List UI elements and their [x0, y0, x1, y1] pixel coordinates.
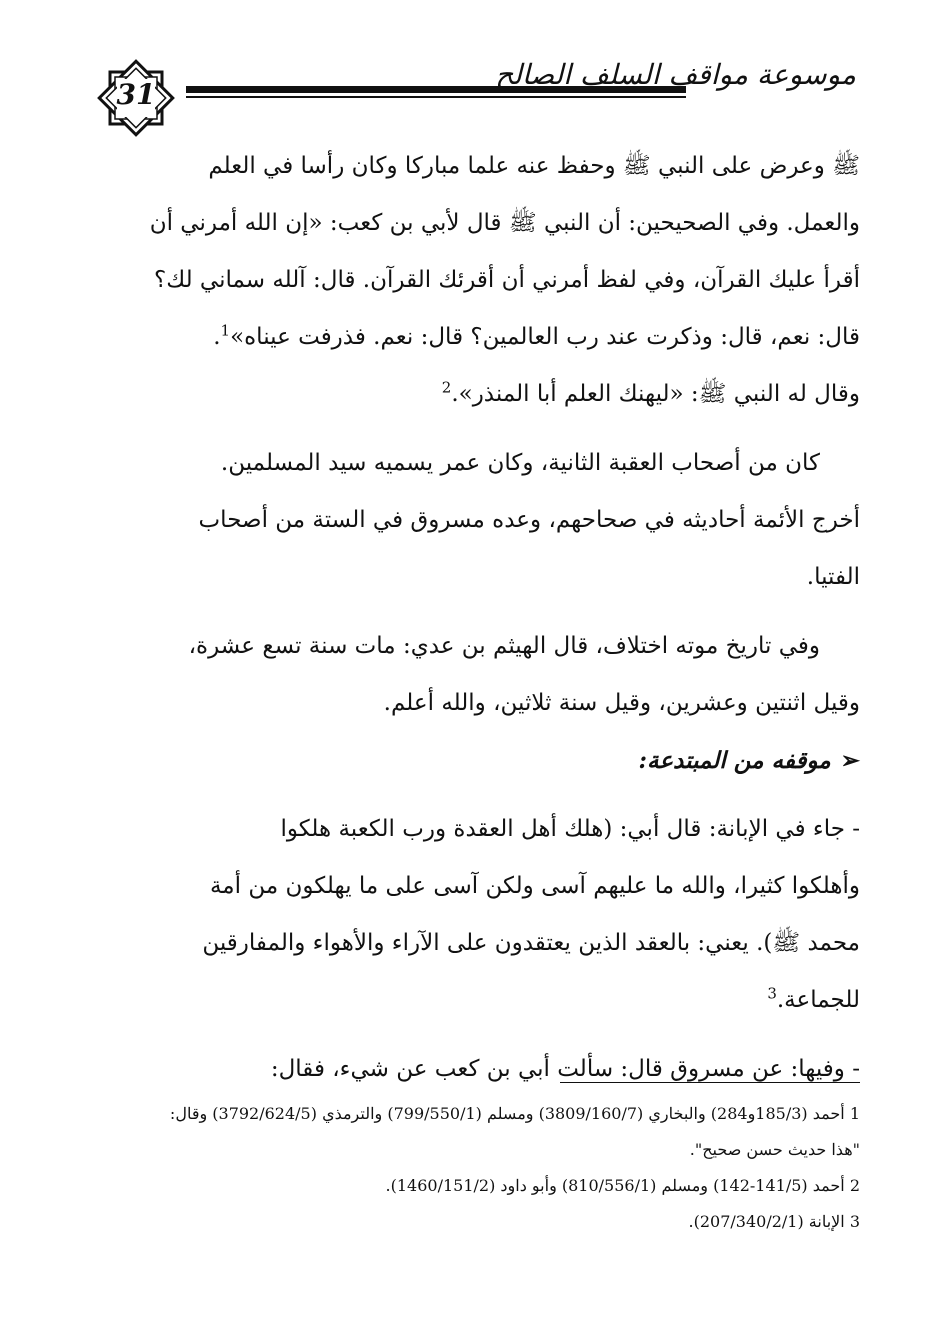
text-line: وقيل اثنتين وعشرين، وقيل سنة ثلاثين، والله أعلم. [383, 690, 860, 716]
text-line: وفي تاريخ موته اختلاف، قال الهيثم بن عدي: مات سنة تسع عشرة، [188, 633, 820, 659]
footnotes [118, 1096, 860, 1240]
page-number-badge [96, 58, 176, 138]
text-line: - جاء في الإبانة: قال أبي: (هلك أهل العقدة ورب الكعبة هلكوا [280, 816, 860, 842]
footnote-line: 3 الإبانة (207/340/2/1). [688, 1212, 860, 1231]
text-line: قال: نعم، قال: وذكرت عند رب العالمين؟ قال: نعم. فذرفت عيناه»$^1$. [213, 321, 860, 350]
arrow-bullet-icon: ➢ [840, 747, 860, 774]
header-rule-thin [186, 96, 686, 98]
text-line: - وفيها: عن مسروق قال: سألت أبي بن كعب عن شيء، فقال: [270, 1056, 860, 1082]
footnote-ref: 1 [220, 321, 231, 340]
footnote-line: 1 أحمد (185/3و284) والبخاري (3809/160/7) ومسلم (799/550/1) والترمذي (3792/624/5) وقال: [169, 1104, 860, 1123]
footnote-line: "هذا حديث حسن صحيح". [689, 1140, 860, 1159]
page-number: 31 [116, 78, 156, 111]
footnote-divider [560, 1082, 860, 1083]
text-line: ﷺ وعرض على النبي ﷺ وحفظ عنه علما مباركا وكان رأسا في العلم [208, 153, 860, 179]
text-line: وأهلكوا كثيرا، والله ما عليهم آسى ولكن آسى على ما يهلكون من أمة [209, 873, 860, 899]
text-segment: وقال له النبي ﷺ: «ليهنك العلم أبا المنذر». [451, 381, 860, 407]
footnote-line: 2 أحمد (141/5-142) ومسلم (810/556/1) وأبو داود (1460/151/2). [385, 1176, 860, 1195]
footnote-ref: 3 [767, 984, 777, 1003]
main-text [118, 138, 860, 1098]
text-line: محمد ﷺ). يعني: بالعقد الذين يعتقدون على الآراء والأهواء والمفارقين [202, 930, 860, 956]
text-line: أخرج الأئمة أحاديثه في صحاحهم، وعده مسروق في الستة من أصحاب [198, 507, 860, 533]
text-line [118, 366, 860, 423]
text-line: كان من أصحاب العقبة الثانية، وكان عمر يسميه سيد المسلمين. [220, 450, 820, 476]
text-segment: قال: نعم، قال: وذكرت عند رب العالمين؟ قال: نعم. فذرفت عيناه» [230, 324, 860, 350]
section-heading [118, 732, 860, 789]
text-segment: للجماعة. [776, 987, 860, 1013]
page-header [96, 58, 856, 138]
section-heading-text: موقفه من المبتدعة: [638, 747, 831, 774]
book-title: موسوعة مواقف السلف الصالح [495, 58, 856, 91]
footnote-ref: 2 [441, 378, 452, 397]
text-line: الفتيا. [806, 564, 860, 590]
text-line: والعمل. وفي الصحيحين: أن النبي ﷺ قال لأبي بن كعب: «إن الله أمرني أن [149, 210, 860, 236]
text-line: أقرأ عليك القرآن، وفي لفظ أمرني أن أقرئك القرآن. قال: آلله سماني لك؟ [153, 267, 860, 293]
text-line [118, 972, 860, 1029]
